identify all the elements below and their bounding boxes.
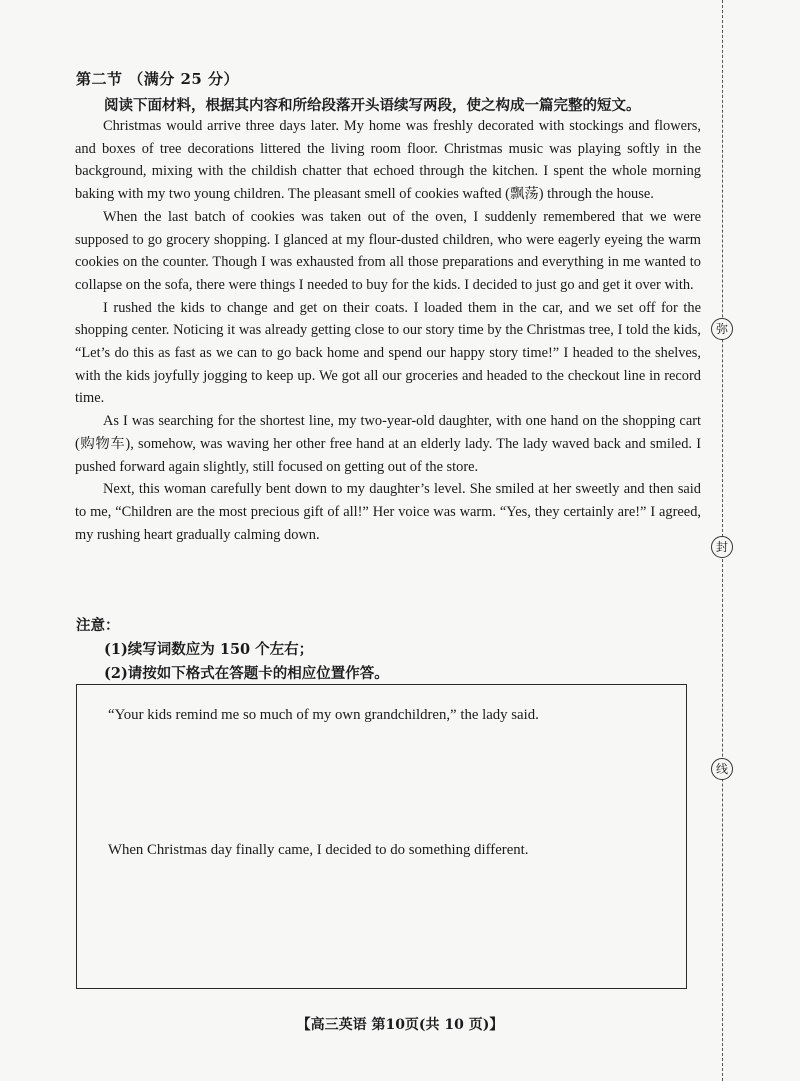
passage-paragraph-5: Next, this woman carefully bent down to my daughter’s level. She smiled at her sweetly and then said to me, “Children are the most precious gift of all!” Her voice was warm. “Yes, they certainly are!” I agreed, my rushing heart gradually calming down. (75, 481, 701, 543)
note-item-2: (2)请按如下格式在答题卡的相应位置作答。 (104, 665, 389, 682)
seal-mark-1: 弥 (711, 318, 733, 340)
seal-mark-3: 线 (711, 758, 733, 780)
note-item-1: (1)续写词数应为 150 个左右； (104, 641, 314, 658)
instruction: 阅读下面材料，根据其内容和所给段落开头语续写两段，使之构成一篇完整的短文。 (104, 97, 641, 114)
passage-paragraph-2: When the last batch of cookies was taken out of the oven, I suddenly remembered that we were supposed to go grocery shopping. I glanced at my flour-dusted children, who were eagerly eyeing the warm cookies on the counter. Though I was exhausted from all those preparations and everything in me wanted to collapse on the sofa, there were things I needed to buy for the kids. I decided to just go and get it over with. (75, 208, 701, 293)
notes-label: 注意： (76, 617, 120, 634)
passage-paragraph-3: I rushed the kids to change and get on their coats. I loaded them in the car, and we set off for the shopping center. Noticing it was already getting close to our story time by the Christmas tree, I told the kids, “Let’s do this as fast as we can to go back home and spend our happy story time!” I headed to the shelves, with the kids joyfully jogging to keep up. We got all our groceries and headed to the checkout line in record time. (75, 299, 701, 407)
reading-passage (75, 115, 701, 546)
paragraph-opener-2: When Christmas day finally came, I decided to do something different. (108, 842, 529, 858)
seal-mark-2: 封 (711, 536, 733, 558)
section-title: 第二节 （满分 25 分） (76, 70, 240, 88)
answer-box (76, 684, 687, 989)
page-footer: 【高三英语 第10页(共 10 页)】 (296, 1017, 504, 1033)
passage-paragraph-4: As I was searching for the shortest line, my two-year-old daughter, with one hand on the shopping cart (购物车), somehow, was waving her other free hand at an elderly lady. The lady waved back and smiled. I pushed forward again slightly, still focused on getting out of the store. (75, 413, 701, 475)
passage-paragraph-1: Christmas would arrive three days later. My home was freshly decorated with stockings and flowers, and boxes of tree decorations littered the living room floor. Christmas music was playing softly in the background, mixing with the childish chatter that echoed through the kitchen. I spent the whole morning baking with my two young children. The pleasant smell of cookies wafted (飘荡) through the house. (75, 118, 701, 203)
paragraph-opener-1: “Your kids remind me so much of my own grandchildren,” the lady said. (108, 707, 539, 723)
